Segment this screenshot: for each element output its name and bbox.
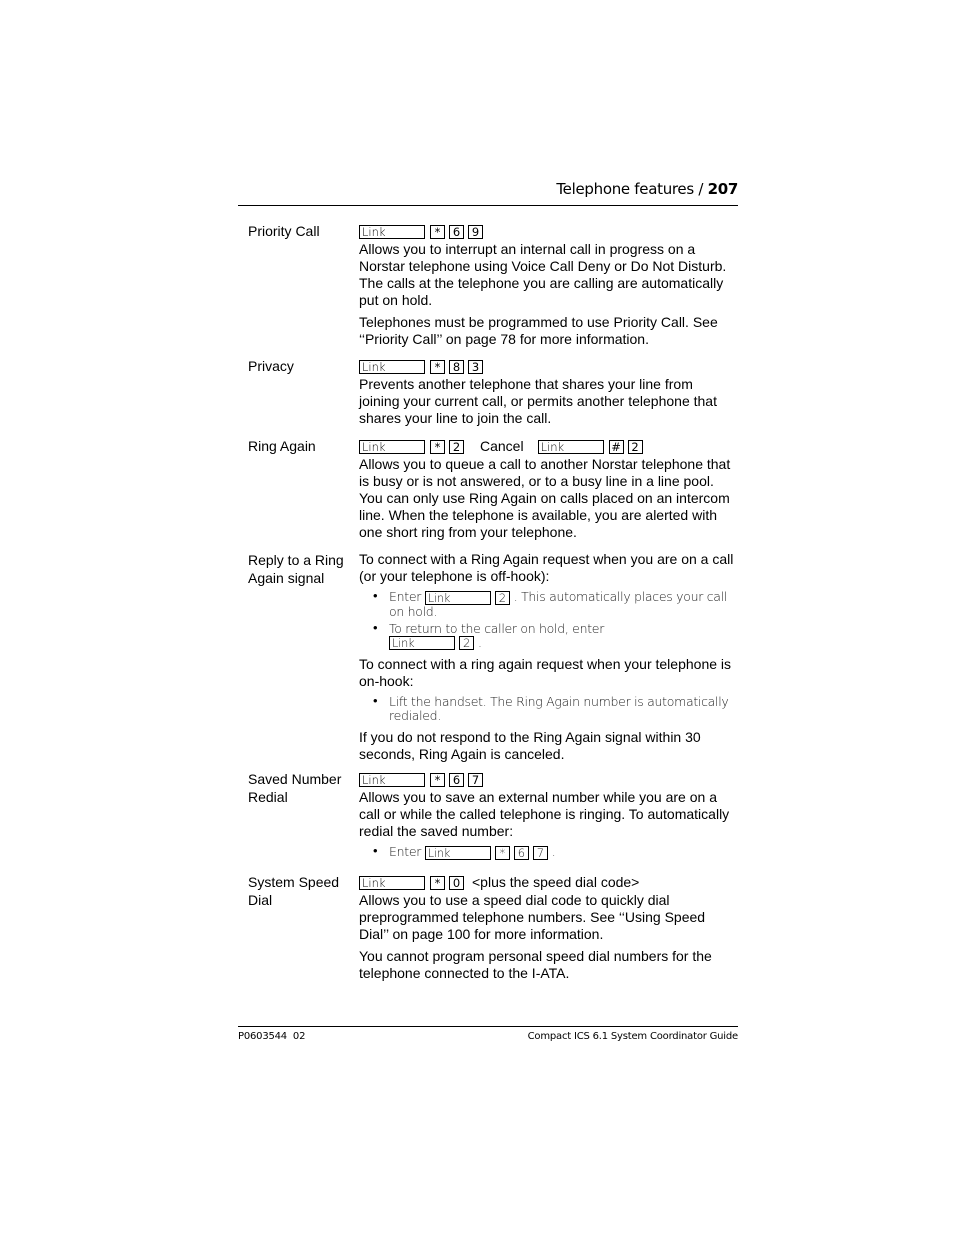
link-key: Link: [425, 846, 491, 860]
speed-dial-suffix: <plus the speed dial code>: [472, 874, 640, 890]
list-item: • Lift the handset. The Ring Again number is automatically redialed.: [389, 695, 734, 723]
footer-guide-title: Compact ICS 6.1 System Coordinator Guide: [527, 1031, 738, 1042]
paragraph: You cannot program personal speed dial numbers for the telephone connected to the I-ATA.: [359, 948, 712, 981]
feature-body: [359, 770, 734, 866]
feature-body: [359, 357, 734, 432]
paragraph: Telephones must be programmed to use Priority Call. See ‘‘Priority Call’’ on page 78 for more information.: [359, 314, 718, 347]
footer-doc-number: P0603544 02: [238, 1031, 306, 1042]
key-sequence: [359, 770, 734, 789]
bullet-list: [359, 695, 734, 723]
feature-body: [359, 551, 734, 768]
feature-label: Ring Again: [248, 438, 316, 454]
paragraph: Prevents another telephone that shares your line from joining your current call, or permits another telephone that shares your line to join the call.: [359, 376, 717, 426]
feature-label: Reply to a Ring Again signal: [248, 552, 344, 586]
bullet-list: [359, 590, 734, 650]
digit-key: 2: [628, 440, 643, 454]
page-number: 207: [707, 180, 738, 198]
digit-key: 6: [514, 846, 529, 860]
link-key: Link: [359, 360, 425, 374]
paragraph: Allows you to interrupt an internal call in progress on a Norstar telephone using Voice Call Deny or Do Not Disturb. The calls at the telephone you are calling are automatically put on hold.: [359, 241, 727, 308]
digit-key: 2: [449, 440, 464, 454]
key-sequence: [359, 873, 734, 892]
digit-key: 2: [495, 591, 510, 605]
digit-key: 9: [468, 225, 483, 239]
digit-key: 8: [449, 360, 464, 374]
paragraph: If you do not respond to the Ring Again signal within 30 seconds, Ring Again is canceled.: [359, 729, 701, 762]
digit-key: 6: [449, 773, 464, 787]
star-key: *: [430, 225, 445, 239]
feature-body: [359, 222, 734, 353]
paragraph: Allows you to use a speed dial code to quickly dial preprogrammed telephone numbers. See ‘‘Using Speed Dial’’ on page 100 for more information.: [359, 892, 706, 942]
link-key: Link: [359, 773, 425, 787]
footer-rule: [238, 1026, 738, 1027]
link-key: Link: [389, 636, 455, 650]
paragraph: To connect with a Ring Again request when you are on a call (or your telephone is off-hook):: [359, 551, 734, 584]
link-key: Link: [359, 440, 425, 454]
digit-key: 3: [468, 360, 483, 374]
digit-key: 6: [449, 225, 464, 239]
cancel-text: Cancel: [480, 438, 524, 454]
hash-key: #: [609, 440, 624, 454]
star-key: *: [495, 846, 510, 860]
feature-label: System Speed Dial: [248, 874, 340, 908]
list-item: • To return to the caller on hold, enter Link 2 .: [389, 622, 734, 651]
digit-key: 7: [533, 846, 548, 860]
paragraph: To connect with a ring again request when your telephone is on-hook:: [359, 656, 732, 689]
digit-key: 2: [459, 636, 474, 650]
key-sequence: [359, 357, 734, 376]
star-key: *: [430, 440, 445, 454]
feature-label: Saved Number Redial: [248, 771, 342, 805]
header-title: Telephone features /: [556, 180, 704, 198]
link-key: Link: [359, 876, 425, 890]
link-key: Link: [425, 591, 491, 605]
link-key: Link: [359, 225, 425, 239]
list-item: • Enter Link * 6 7 .: [389, 845, 734, 860]
star-key: *: [430, 876, 445, 890]
feature-label: Priority Call: [248, 223, 320, 239]
page-header: [238, 180, 738, 198]
feature-label: Privacy: [248, 358, 294, 374]
key-sequence: [359, 222, 734, 241]
list-item: • Enter Link 2 . This automatically places your call on hold.: [389, 590, 734, 619]
star-key: *: [430, 360, 445, 374]
feature-body: [359, 437, 734, 546]
feature-body: [359, 873, 734, 987]
paragraph: Allows you to save an external number while you are on a call or while the called telephone is ringing. To automatically redial the saved number:: [359, 789, 730, 839]
digit-key: 0: [449, 876, 464, 890]
digit-key: 7: [468, 773, 483, 787]
key-sequence: [359, 437, 734, 456]
header-rule: [238, 205, 738, 206]
star-key: *: [430, 773, 445, 787]
bullet-list: [359, 845, 734, 860]
link-key: Link: [538, 440, 604, 454]
paragraph: Allows you to queue a call to another Norstar telephone that is busy or is not answered, or to a busy line in a line pool. You can only use Ring Again on calls placed on an intercom line. When the telephone is available, you are alerted with one short ring from your telephone.: [359, 456, 731, 540]
